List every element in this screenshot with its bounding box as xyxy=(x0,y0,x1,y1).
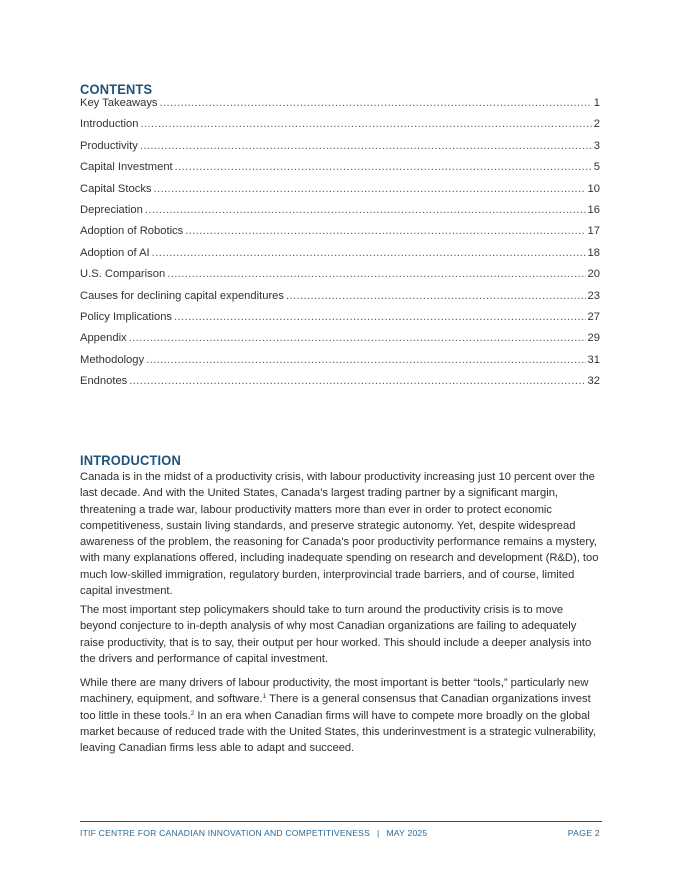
toc-entry-title: Appendix xyxy=(80,332,127,345)
toc-leader-dots xyxy=(129,332,586,344)
introduction-heading: INTRODUCTION xyxy=(80,452,181,468)
paragraph-text xyxy=(80,675,602,756)
footer-org: ITIF CENTRE FOR CANADIAN INNOVATION AND COMPETITIVENESS xyxy=(80,828,371,838)
toc-entry-page: 2 xyxy=(593,118,600,131)
toc-entry-title: Adoption of AI xyxy=(80,246,150,259)
toc-entry[interactable] xyxy=(80,97,600,118)
toc-entry[interactable] xyxy=(80,183,600,204)
toc-entry[interactable] xyxy=(80,161,600,182)
toc-entry-title: Causes for declining capital expenditures xyxy=(80,289,284,302)
paragraph-segment: While there are many drivers of labour productivity, the most important is better “tools,” particularly new machinery, equipment, and software. xyxy=(80,677,589,706)
toc-entry[interactable] xyxy=(80,247,600,268)
toc-entry-page: 20 xyxy=(587,268,600,281)
toc-entry-title: Endnotes xyxy=(80,375,128,388)
toc-entry-title: Adoption of Robotics xyxy=(80,225,184,238)
toc-entry-page: 5 xyxy=(593,161,600,174)
footnote-ref-1[interactable]: 1 xyxy=(262,693,267,701)
contents-heading: CONTENTS xyxy=(80,81,153,97)
toc-leader-dots xyxy=(286,290,586,302)
toc-entry-page: 17 xyxy=(587,225,600,238)
toc-entry[interactable] xyxy=(80,225,600,246)
toc-entry[interactable] xyxy=(80,354,600,375)
toc-entry-title: Productivity xyxy=(80,139,138,152)
footer-divider xyxy=(80,821,602,822)
paragraph-segment: In an era when Canadian firms will have to compete more broadly on the global market because of reduced trade with the United States, this underinvestment is a strategic vulnerability, leaving Canadian firms less able to adapt and succeed. xyxy=(80,709,596,755)
toc-entry-page: 10 xyxy=(587,182,600,195)
toc-leader-dots xyxy=(140,140,592,152)
introduction-paragraph-3 xyxy=(80,675,602,765)
toc-leader-dots xyxy=(185,225,585,237)
toc-entry-title: Policy Implications xyxy=(80,310,173,323)
toc-entry-page: 29 xyxy=(587,332,600,345)
paragraph-text: Canada is in the midst of a productivity crisis, with labour productivity increasing just 10 percent over the last decade. And with the United States, Canada’s largest trading partner by a significant margin, threatening a trade war, labour productivity matters more than ever in order to protect economic competitiveness, sustain living standards, and preserve strategic autonomy. Yet, despite widespread awareness of the problem, the reasoning for Canada’s poor productivity performance remains a mystery, with many explanations offered, including inadequate spending on research and development (R&D), too much low-skilled immigration, regulatory burden, interprovincial trade barriers, and of course, limited capital investment. xyxy=(80,471,599,598)
toc-leader-dots xyxy=(152,247,586,259)
toc-entry-page: 16 xyxy=(587,203,600,216)
toc-entry-title: Introduction xyxy=(80,118,139,131)
toc-entry-title: Key Takeaways xyxy=(80,97,158,109)
toc-entry-page: 3 xyxy=(593,139,600,152)
toc-leader-dots xyxy=(160,97,592,109)
toc-entry[interactable] xyxy=(80,204,600,225)
footer-date: MAY 2025 xyxy=(386,828,428,838)
paragraph-text: The most important step policymakers should take to turn around the productivity crisis is to move beyond conjecture to in-depth analysis of why most Canadian organizations are failing to adequately raise productivity, that is to say, their output per hour worked. This should include a deeper analysis into the drivers and performance of capital investment. xyxy=(80,604,592,665)
toc-entry-title: Depreciation xyxy=(80,203,143,216)
toc-leader-dots xyxy=(145,204,586,216)
introduction-paragraph-1 xyxy=(80,469,602,608)
toc-entry-page: 18 xyxy=(587,246,600,259)
footer-left xyxy=(80,828,427,838)
toc-entry[interactable] xyxy=(80,375,600,396)
toc-leader-dots xyxy=(175,161,592,173)
toc-leader-dots xyxy=(146,354,585,366)
toc-entry-title: U.S. Comparison xyxy=(80,268,166,281)
footer-page-number: PAGE 2 xyxy=(567,828,600,838)
toc-entry-title: Methodology xyxy=(80,353,145,366)
toc-leader-dots xyxy=(174,311,586,323)
toc-entry-page: 23 xyxy=(587,289,600,302)
toc-entry[interactable] xyxy=(80,332,600,353)
footnote-ref-2[interactable]: 2 xyxy=(190,709,195,717)
toc-leader-dots xyxy=(154,183,586,195)
table-of-contents xyxy=(80,97,600,396)
toc-entry-page: 31 xyxy=(587,353,600,366)
toc-entry-title: Capital Stocks xyxy=(80,182,152,195)
toc-leader-dots xyxy=(129,375,585,387)
toc-entry[interactable] xyxy=(80,140,600,161)
toc-entry-page: 1 xyxy=(593,97,600,109)
introduction-paragraph-2 xyxy=(80,602,602,675)
toc-leader-dots xyxy=(167,268,585,280)
footer-separator: | xyxy=(377,828,380,838)
toc-leader-dots xyxy=(140,118,591,130)
toc-entry[interactable] xyxy=(80,290,600,311)
paragraph-segment: There is a general consensus that Canadian organizations invest too little in these tools. xyxy=(80,693,591,722)
toc-entry-page: 27 xyxy=(587,310,600,323)
toc-entry-page: 32 xyxy=(587,375,600,388)
toc-entry[interactable] xyxy=(80,118,600,139)
toc-entry[interactable] xyxy=(80,268,600,289)
toc-entry[interactable] xyxy=(80,311,600,332)
toc-entry-title: Capital Investment xyxy=(80,161,173,174)
